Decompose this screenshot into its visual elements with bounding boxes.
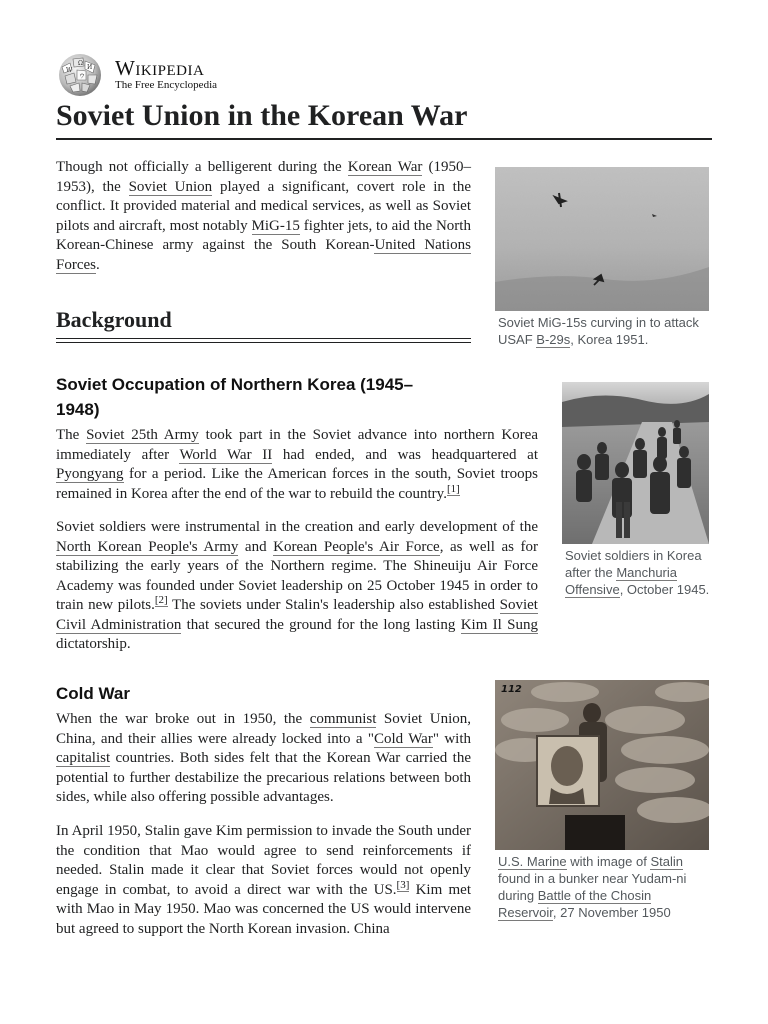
cold-war-paragraph-1: When the war broke out in 1950, the communist Soviet Union, China, and their allies were already locked into a "Cold War" with capitalist countries. Both sides felt that the Korean War carried the potential to further destabilize the precarious relations between both sides, while also offering possible advantages.	[56, 711, 471, 805]
link-world-war-ii[interactable]: World War II	[179, 446, 273, 463]
link-battle-of-the-chosin-reservoir[interactable]: Battle of the Chosin Reservoir	[498, 888, 652, 920]
link-stalin[interactable]: Stalin	[650, 854, 683, 869]
link-korean-peoples-air-force[interactable]: Korean People's Air Force	[273, 538, 440, 555]
reference-1[interactable]: [1]	[446, 482, 460, 495]
link-cold-war[interactable]: Cold War	[373, 730, 433, 747]
subsection-heading-occupation: Soviet Occupation of Northern Korea (1945–1948)	[56, 375, 414, 419]
svg-text:W: W	[66, 67, 73, 74]
reference-3[interactable]: [3]	[396, 878, 410, 891]
figure-mig15-photo[interactable]	[495, 167, 709, 311]
link-kim-il-sung[interactable]: Kim Il Sung	[460, 616, 538, 633]
figure-marine-stalin-photo[interactable]	[495, 680, 709, 850]
page-title: Soviet Union in the Korean War	[56, 96, 712, 140]
link-united-nations-forces[interactable]: United Nations Forces	[56, 237, 471, 273]
cold-war-paragraph-2: In April 1950, Stalin gave Kim permission to invade the South under the condition that Mao would agree to send reinforcements if needed. Stalin made it clear that Soviet forces would not openly engage in combat, to avoid a direct war with the US.[3] Kim met with Mao in May 1950. Mao was concerned the US would intervene but agreed to support the North Korean invasion. China	[56, 823, 471, 937]
link-soviet-25th-army[interactable]: Soviet 25th Army	[86, 427, 199, 443]
subsection-heading-cold-war: Cold War	[56, 684, 130, 703]
wikipedia-logo[interactable]	[56, 53, 256, 99]
section-divider	[56, 342, 471, 343]
figure-soviet-soldiers-photo[interactable]	[562, 382, 709, 544]
marine-stalin-photo-image	[495, 680, 709, 850]
link-communist[interactable]: communist	[309, 711, 377, 727]
link-manchuria-offensive[interactable]: Manchuria Offensive	[565, 565, 678, 597]
link-mig-15[interactable]: MiG-15	[251, 217, 300, 234]
photo-number-label: 112	[501, 684, 522, 695]
intro-paragraph: Though not officially a belligerent during the Korean War (1950–1953), the Soviet Union played a significant, covert role in the conflict. It provided material and medical services, as well as Soviet pilots and aircraft, most notably MiG-15 fighter jets, to aid the North Korean-Chinese army against the South Korean-United Nations Forces.	[56, 159, 472, 273]
svg-text:ウ: ウ	[79, 73, 86, 80]
section-heading-background: Background	[56, 305, 471, 339]
occupation-paragraph-2: Soviet soldiers were instrumental in the creation and early development of the North Korean People's Army and Korean People's Air Force, as well as for stabilizing the early years of the Northern regime. The Shineuiju Air Force Academy was founded under Soviet leadership on 25 October 1945 in order to train new pilots.[2] The soviets under Stalin's leadership also established Soviet Civil Administration that secured the ground for the long lasting Kim Il Sung dictatorship.	[56, 519, 538, 652]
link-capitalist[interactable]: capitalist	[56, 750, 111, 766]
svg-text:Ω: Ω	[78, 60, 83, 67]
link-north-korean-peoples-army[interactable]: North Korean People's Army	[56, 538, 239, 555]
figure-soviet-soldiers-caption: Soviet soldiers in Korea after the Manchuria Offensive, October 1945.	[565, 548, 710, 597]
link-pyongyang[interactable]: Pyongyang	[56, 466, 124, 482]
occupation-paragraph-1: The Soviet 25th Army took part in the Soviet advance into northern Korea immediately after World War II had ended, and was headquartered at Pyongyang for a period. Like the American forces in the south, Soviet troops remained in Korea after the end of the war to rebuild the country.[1]	[56, 427, 539, 502]
link-b-29s[interactable]: B-29s	[536, 332, 571, 347]
link-soviet-civil-administration[interactable]: Soviet Civil Administration	[56, 597, 538, 633]
wikipedia-wordmark: Wikipedia	[115, 56, 205, 80]
soviet-soldiers-photo-image	[562, 382, 709, 544]
wikipedia-globe-icon	[56, 53, 104, 97]
mig15-photo-image	[495, 167, 709, 311]
svg-text:И: И	[87, 64, 93, 71]
link-korean-war[interactable]: Korean War	[347, 159, 423, 175]
reference-2[interactable]: [2]	[154, 594, 168, 606]
link-soviet-union[interactable]: Soviet Union	[128, 178, 213, 195]
figure-mig15-caption: Soviet MiG-15s curving in to attack USAF B-29s, Korea 1951.	[498, 315, 699, 347]
link-us-marine[interactable]: U.S. Marine	[498, 854, 567, 869]
figure-marine-stalin-caption: U.S. Marine with image of Stalin found in a bunker near Yudam-ni during Battle of the Chosin Reservoir, 27 November 1950	[498, 854, 687, 920]
wikipedia-tagline: The Free Encyclopedia	[115, 79, 218, 91]
